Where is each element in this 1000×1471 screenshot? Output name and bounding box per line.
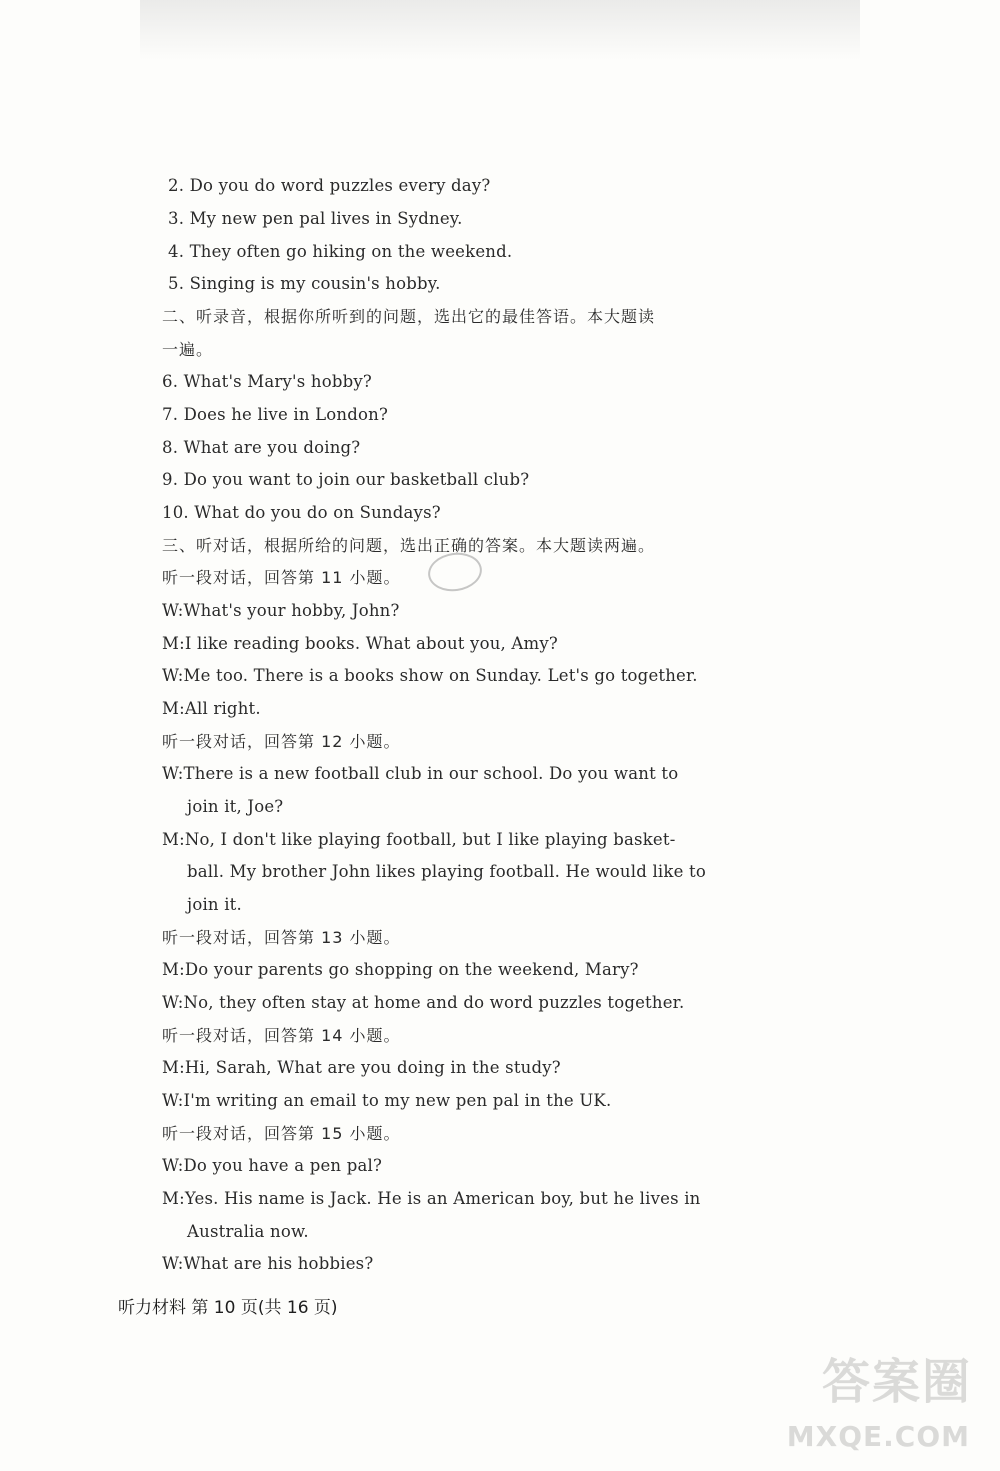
question-line-3: 3. My new pen pal lives in Sydney. [168, 209, 463, 228]
dialogue-line: M:Hi, Sarah, What are you doing in the study? [162, 1058, 561, 1077]
question-line-2: 2. Do you do word puzzles every day? [168, 176, 491, 195]
dialogue-line: W:No, they often stay at home and do word puzzles together. [162, 993, 685, 1012]
question-line-9: 9. Do you want to join our basketball club? [162, 470, 530, 489]
section-heading-2-cont: 一遍。 [162, 340, 214, 359]
dialogue-line-cont: ball. My brother John likes playing football. He would like to [187, 862, 706, 881]
question-line-8: 8. What are you doing? [162, 438, 361, 457]
watermark-title: 答案圈 [821, 1354, 972, 1410]
dialogue-line: W:Me too. There is a books show on Sunday. Let's go together. [162, 666, 698, 685]
dialogue-line: W:Do you have a pen pal? [162, 1156, 383, 1175]
dialogue-line: W:What's your hobby, John? [162, 601, 400, 620]
dialogue-line: M:Yes. His name is Jack. He is an American boy, but he lives in [162, 1189, 701, 1208]
watermark-url: MXQE.COM [786, 1420, 970, 1453]
dialogue-line: W:I'm writing an email to my new pen pal in the UK. [162, 1091, 612, 1110]
section-heading-2: 二、听录音，根据你所听到的问题，选出它的最佳答语。本大题读 [162, 307, 656, 326]
section-heading-3: 三、听对话，根据所给的问题，选出正确的答案。本大题读两遍。 [162, 536, 656, 555]
dialogue-heading-13: 听一段对话，回答第 13 小题。 [162, 928, 401, 947]
dialogue-line: W:There is a new football club in our school. Do you want to [162, 764, 679, 783]
dialogue-heading-14: 听一段对话，回答第 14 小题。 [162, 1026, 401, 1045]
dialogue-heading-15: 听一段对话，回答第 15 小题。 [162, 1124, 401, 1143]
question-line-7: 7. Does he live in London? [162, 405, 388, 424]
dialogue-heading-12: 听一段对话，回答第 12 小题。 [162, 732, 401, 751]
scan-smudge [140, 0, 860, 60]
dialogue-heading-11: 听一段对话，回答第 11 小题。 [162, 568, 401, 587]
dialogue-line: W:What are his hobbies? [162, 1254, 374, 1273]
dialogue-line: M:I like reading books. What about you, Amy? [162, 634, 558, 653]
faint-stamp [426, 549, 485, 594]
watermark-logo [778, 1343, 978, 1453]
question-line-4: 4. They often go hiking on the weekend. [168, 242, 513, 261]
question-line-5: 5. Singing is my cousin's hobby. [168, 274, 441, 293]
dialogue-line-cont: join it, Joe? [187, 797, 284, 816]
dialogue-line: M:No, I don't like playing football, but I like playing basket- [162, 830, 676, 849]
question-line-6: 6. What's Mary's hobby? [162, 372, 372, 391]
question-line-10: 10. What do you do on Sundays? [162, 503, 441, 522]
dialogue-line: M:Do your parents go shopping on the weekend, Mary? [162, 960, 639, 979]
page-footer: 听力材料 第 10 页(共 16 页) [118, 1298, 338, 1318]
dialogue-line: M:All right. [162, 699, 261, 718]
dialogue-line-cont: join it. [187, 895, 242, 914]
dialogue-line-cont: Australia now. [187, 1222, 309, 1241]
